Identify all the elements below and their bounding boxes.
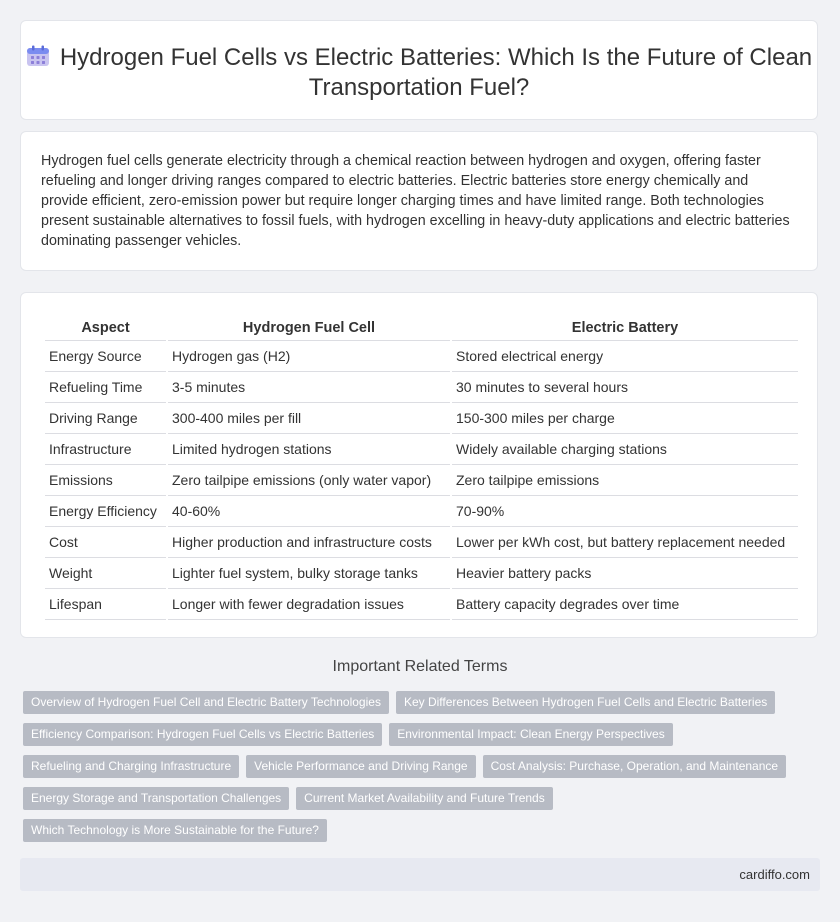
title-card xyxy=(20,20,818,120)
column-header-hydrogen: Hydrogen Fuel Cell xyxy=(168,315,450,341)
cell-aspect: Refueling Time xyxy=(45,372,166,403)
cell-battery: Lower per kWh cost, but battery replacement needed xyxy=(452,527,798,558)
cell-aspect: Emissions xyxy=(45,465,166,496)
footer xyxy=(20,858,820,891)
page-title-text: Hydrogen Fuel Cells vs Electric Batteries: Which Is the Future of Clean Transportation Fuel? xyxy=(59,44,813,101)
table-row xyxy=(45,372,798,403)
related-terms-heading: Important Related Terms xyxy=(332,658,508,675)
cell-hydrogen: Longer with fewer degradation issues xyxy=(168,589,450,620)
cell-aspect: Lifespan xyxy=(45,589,166,620)
footer-site-link[interactable]: cardiffo.com xyxy=(739,867,810,882)
table-header-row xyxy=(45,315,798,341)
table-row xyxy=(45,496,798,527)
cell-battery: Battery capacity degrades over time xyxy=(452,589,798,620)
cell-hydrogen: Lighter fuel system, bulky storage tanks xyxy=(168,558,450,589)
table-row xyxy=(45,589,798,620)
cell-hydrogen: Zero tailpipe emissions (only water vapor) xyxy=(168,465,450,496)
cell-battery: 150-300 miles per charge xyxy=(452,403,798,434)
related-term-tag[interactable]: Efficiency Comparison: Hydrogen Fuel Cells vs Electric Batteries xyxy=(23,723,382,746)
related-term-tag[interactable]: Refueling and Charging Infrastructure xyxy=(23,755,239,778)
cell-battery: Heavier battery packs xyxy=(452,558,798,589)
related-term-tag[interactable]: Which Technology is More Sustainable for the Future? xyxy=(23,819,327,842)
table-row xyxy=(45,527,798,558)
cell-hydrogen: Limited hydrogen stations xyxy=(168,434,450,465)
cell-hydrogen: 40-60% xyxy=(168,496,450,527)
cell-hydrogen: Hydrogen gas (H2) xyxy=(168,341,450,372)
cell-battery: 30 minutes to several hours xyxy=(452,372,798,403)
cell-aspect: Driving Range xyxy=(45,403,166,434)
comparison-table xyxy=(43,315,800,620)
cell-hydrogen: Higher production and infrastructure costs xyxy=(168,527,450,558)
cell-aspect: Weight xyxy=(45,558,166,589)
comparison-table-card xyxy=(20,292,818,638)
cell-battery: Stored electrical energy xyxy=(452,341,798,372)
intro-card xyxy=(20,131,818,271)
page-title xyxy=(21,43,817,103)
cell-battery: Widely available charging stations xyxy=(452,434,798,465)
table-row xyxy=(45,558,798,589)
related-term-tag[interactable]: Current Market Availability and Future Trends xyxy=(296,787,553,810)
cell-aspect: Cost xyxy=(45,527,166,558)
cell-hydrogen: 300-400 miles per fill xyxy=(168,403,450,434)
cell-battery: 70-90% xyxy=(452,496,798,527)
related-term-tag[interactable]: Energy Storage and Transportation Challenges xyxy=(23,787,289,810)
table-row xyxy=(45,434,798,465)
related-term-tag[interactable]: Vehicle Performance and Driving Range xyxy=(246,755,475,778)
table-row xyxy=(45,465,798,496)
cell-aspect: Energy Efficiency xyxy=(45,496,166,527)
related-term-tag[interactable]: Key Differences Between Hydrogen Fuel Cells and Electric Batteries xyxy=(396,691,775,714)
related-term-tag[interactable]: Overview of Hydrogen Fuel Cell and Electric Battery Technologies xyxy=(23,691,389,714)
cell-battery: Zero tailpipe emissions xyxy=(452,465,798,496)
cell-aspect: Infrastructure xyxy=(45,434,166,465)
related-terms-list xyxy=(23,691,813,842)
related-term-tag[interactable]: Cost Analysis: Purchase, Operation, and Maintenance xyxy=(483,755,787,778)
table-row xyxy=(45,341,798,372)
cell-hydrogen: 3-5 minutes xyxy=(168,372,450,403)
table-row xyxy=(45,403,798,434)
calendar-icon xyxy=(26,45,50,67)
related-term-tag[interactable]: Environmental Impact: Clean Energy Perspectives xyxy=(389,723,672,746)
column-header-aspect: Aspect xyxy=(45,315,166,341)
cell-aspect: Energy Source xyxy=(45,341,166,372)
intro-paragraph: Hydrogen fuel cells generate electricity through a chemical reaction between hydrogen and oxygen, offering faster refueling and longer driving ranges compared to electric batteries. Electric batteries store energy chemically and provide efficient, zero-emission power but require longer charging times and have limited range. Both technologies present sustainable alternatives to fossil fuels, with hydrogen excelling in heavy-duty applications and electric batteries dominating passenger vehicles. xyxy=(41,153,790,249)
column-header-battery: Electric Battery xyxy=(452,315,798,341)
